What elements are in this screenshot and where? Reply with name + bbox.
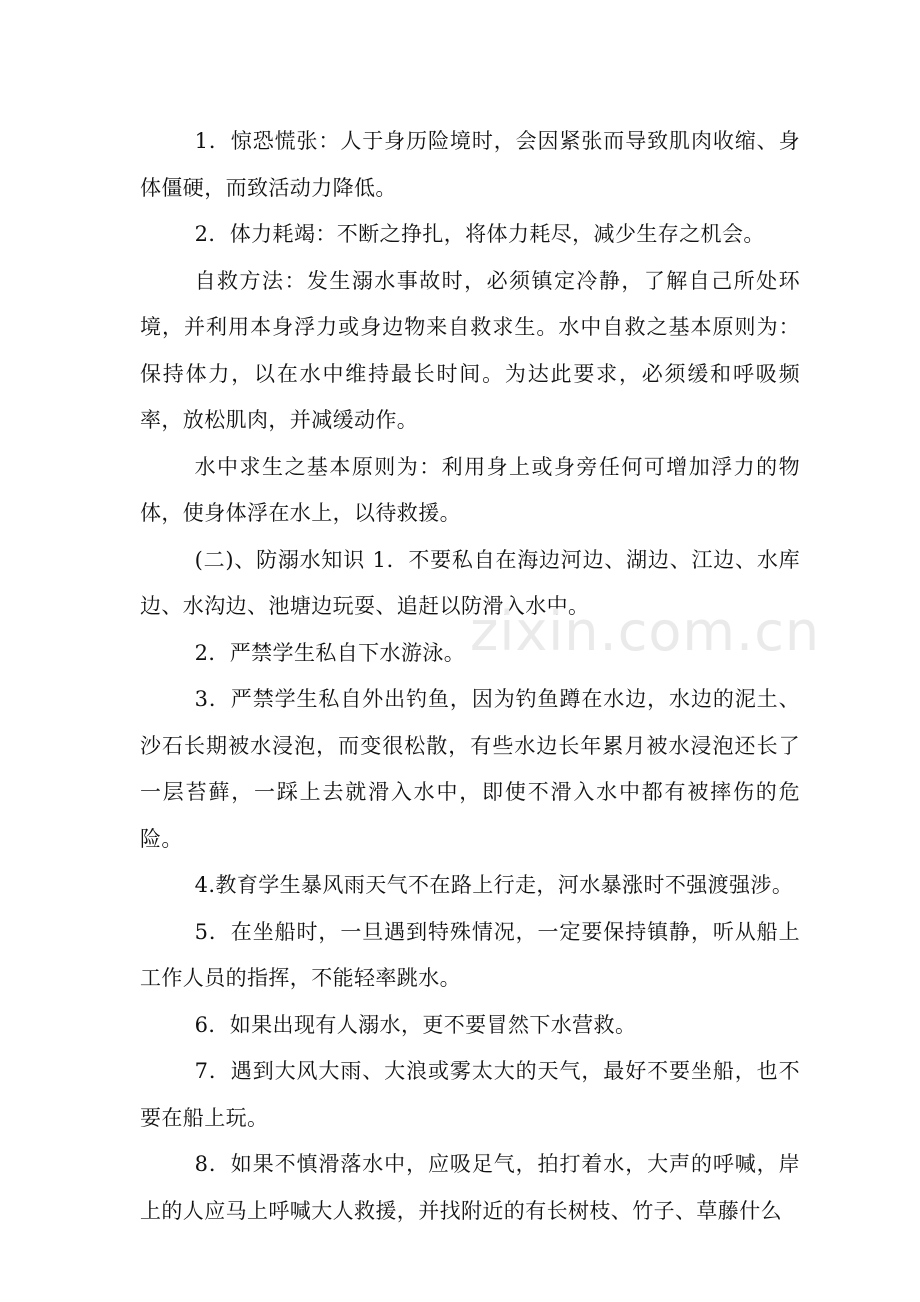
paragraph-prevention-1: (二)、防溺水知识 1．不要私自在海边河边、湖边、江边、水库边、水沟边、池塘边玩耍、追赶以防滑入水中。 [140,547,800,618]
paragraph-prevention-8: 8．如果不慎滑落水中，应吸足气，拍打着水，大声的呼喊，岸上的人应马上呼喊大人救援，并找附近的有长树枝、竹子、草藤什么 [140,1152,800,1223]
paragraph-prevention-7: 7．遇到大风大雨、大浪或雾太大的天气，最好不要坐船，也不要在船上玩。 [140,1059,800,1130]
paragraph-panic: 1．惊恐慌张：人于身历险境时，会因紧张而导致肌肉收缩、身体僵硬，而致活动力降低。 [140,129,800,200]
watermark-text: zixin.com.cn [470,600,821,663]
paragraph-survival-principle: 水中求生之基本原则为：利用身上或身旁任何可增加浮力的物体，使身体浮在水上，以待救援。 [140,454,800,525]
paragraph-self-rescue: 自救方法：发生溺水事故时，必须镇定冷静，了解自己所处环境，并利用本身浮力或身边物来自救求生。水中自救之基本原则为：保持体力，以在水中维持最长时间。为达此要求，必须缓和呼吸频率，放松肌肉，并减缓动作。 [140,268,800,432]
paragraph-exhaustion: 2．体力耗竭：不断之挣扎，将体力耗尽，减少生存之机会。 [194,222,765,246]
paragraph-prevention-3: 3．严禁学生私自外出钓鱼，因为钓鱼蹲在水边，水边的泥土、沙石长期被水浸泡，而变很松散，有些水边长年累月被水浸泡还长了一层苔藓，一踩上去就滑入水中，即使不滑入水中都有被摔伤的危险。 [140,687,800,851]
paragraph-prevention-4: 4.教育学生暴风雨天气不在路上行走，河水暴涨时不强渡强涉。 [194,873,794,897]
paragraph-prevention-6: 6．如果出现有人溺水，更不要冒然下水营救。 [194,1012,637,1037]
document-body [140,118,800,1234]
paragraph-prevention-5: 5．在坐船时，一旦遇到特殊情况，一定要保持镇静，听从船上工作人员的指挥，不能轻率跳水。 [140,919,800,990]
paragraph-prevention-2: 2．严禁学生私自下水游泳。 [194,640,466,665]
